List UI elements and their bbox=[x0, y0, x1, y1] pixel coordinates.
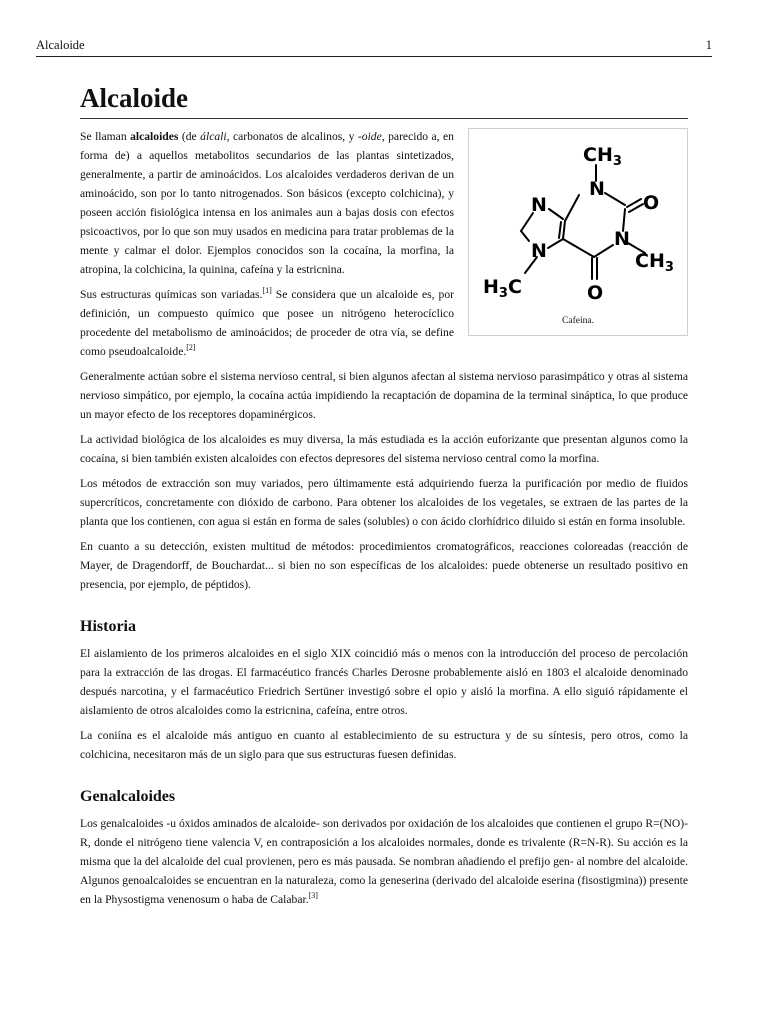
term-alcali: álcali bbox=[200, 130, 227, 143]
genalcaloides-paragraph-1: Los genalcaloides -u óxidos aminados de alcaloide- son derivados por oxidación de los alcaloides que contienen el grupo R=(NO)-R, donde el nitrógeno tiene valencia V, en contraposición a los alcaloides normales, donde es trivalente (R=N-R). Su acción es la misma que la del alcaloide del cual provienen, pero es más pausada. Se nombran añadiendo el prefijo gen- al nombre del alcaloide. Algunos genoalcaloides se encuentran en la naturaleza, como la geneserina (derivado del alcaloide eserina (fisostigmina)) presente en la Physostigma venenosum o haba de Calabar.[3] bbox=[80, 817, 688, 906]
intro-paragraph-4: La actividad biológica de los alcaloides es muy diversa, la más estudiada es la acción euforizante que presentan algunos como la cocaína, si bien también existen alcaloides con efectos depresores del sistema nervioso central como la morfina. bbox=[80, 433, 688, 465]
caffeine-figure bbox=[468, 128, 688, 336]
page-header bbox=[36, 38, 712, 57]
caffeine-structure-diagram bbox=[477, 133, 677, 303]
section-heading-historia: Historia bbox=[80, 618, 136, 635]
intro-paragraph-1: Se llaman alcaloides (de álcali, carbonatos de alcalinos, y -oide, parecido a, en forma de) a aquellos metabolitos secundarios de las plantas sintetizados, generalmente, a partir de aminoácidos. Los alcaloides verdaderos derivan de un aminoácido, son por lo tanto nitrogenados. Son básicos (excepto colchicina), y poseen acción fisiológica intensa en los animales aun a bajas dosis con efectos psicoactivos, por lo que son muy usados en medicina para tratar problemas de la mente y calmar el dolor. Ejemplos conocidos son la cocaína, la morfina, la atropina, la colchicina, la quinina, cafeína y la estricnina. bbox=[80, 130, 454, 276]
atom-n-left: N bbox=[531, 194, 547, 216]
atom-n3: N bbox=[614, 228, 630, 250]
atom-o-bottom: O bbox=[587, 282, 604, 303]
figure-caption: Cafeína. bbox=[562, 316, 594, 326]
intro-paragraph-5: Los métodos de extracción son muy variados, pero últimamente está adquiriendo fuerza la purificación por medio de fluidos supercríticos, concretamente con dióxido de carbono. Para obtener los alcaloides de los vegetales, se extraen de las partes de la planta que los contienen, con agua si están en forma de sales (solubles) o con ácido clorhídrico diluido si están en forma insoluble. bbox=[80, 477, 688, 528]
atom-o-right: O bbox=[643, 192, 660, 214]
article-body bbox=[80, 80, 688, 915]
reference-2-link[interactable]: [2] bbox=[186, 343, 196, 353]
term-oide: -oide bbox=[357, 130, 382, 143]
page-number: 1 bbox=[705, 38, 712, 52]
article-title: Alcaloide bbox=[80, 80, 688, 119]
header-title: Alcaloide bbox=[36, 38, 85, 52]
term-alcaloides: alcaloides bbox=[130, 130, 179, 143]
historia-paragraph-1: El aislamiento de los primeros alcaloides en el siglo XIX coincidió más o menos con la introducción del proceso de percolación para la extracción de las drogas. El farmacéutico francés Charles Derosne probablemente aisló en 1803 el alcaloide denominado después narcotina, y el farmacéutico Friedrich Sertüner investigó sobre el opio y aisló la morfina. A ello siguió rápidamente el aislamiento de otros alcaloides como la estricnina, cafeína, entre otros. bbox=[80, 647, 688, 717]
historia-paragraph-2: La coniína es el alcaloide más antiguo en cuanto al establecimiento de su estructura y de su síntesis, pero otros, como la colchicina, necesitaron más de un siglo para que sus estructuras fuesen definidas. bbox=[80, 729, 688, 761]
reference-1-link[interactable]: [1] bbox=[262, 286, 272, 296]
atom-n1: N bbox=[589, 178, 605, 200]
reference-3-link[interactable]: [3] bbox=[308, 891, 318, 901]
atom-ch3-top: $CH_3$ bbox=[583, 144, 622, 169]
atom-h3c: $H_3C$ bbox=[483, 276, 522, 301]
intro-paragraph-3: Generalmente actúan sobre el sistema nervioso central, si bien algunos afectan al sistema nervioso parasimpático y otras al sistema nervioso simpático, por ejemplo, la cocaína actúa impidiendo la recaptación de dopamina de la terminal sináptica, lo que produce un mayor efecto de los receptores dopaminérgicos. bbox=[80, 370, 688, 421]
section-heading-genalcaloides: Genalcaloides bbox=[80, 788, 176, 805]
atom-n9: N bbox=[531, 240, 547, 262]
intro-paragraph-2: Sus estructuras químicas son variadas.[1] Se considera que un alcaloide es, por definición, un compuesto químico que posee un nitrógeno heterocíclico procedente del metabolismo de aminoácidos; de proceder de otra vía, se define como pseudoalcaloide.[2] bbox=[80, 286, 454, 358]
atom-ch3-right: $CH_3$ bbox=[635, 250, 674, 275]
intro-paragraph-6: En cuanto a su detección, existen multitud de métodos: procedimientos cromatográficos, reacciones coloreadas (reacción de Mayer, de Dragendorff, de Bouchardat... si bien no son específicas de los alcaloides: puede obtenerse un resultado positivo en presencia, por ejemplo, de péptidos). bbox=[80, 540, 688, 591]
